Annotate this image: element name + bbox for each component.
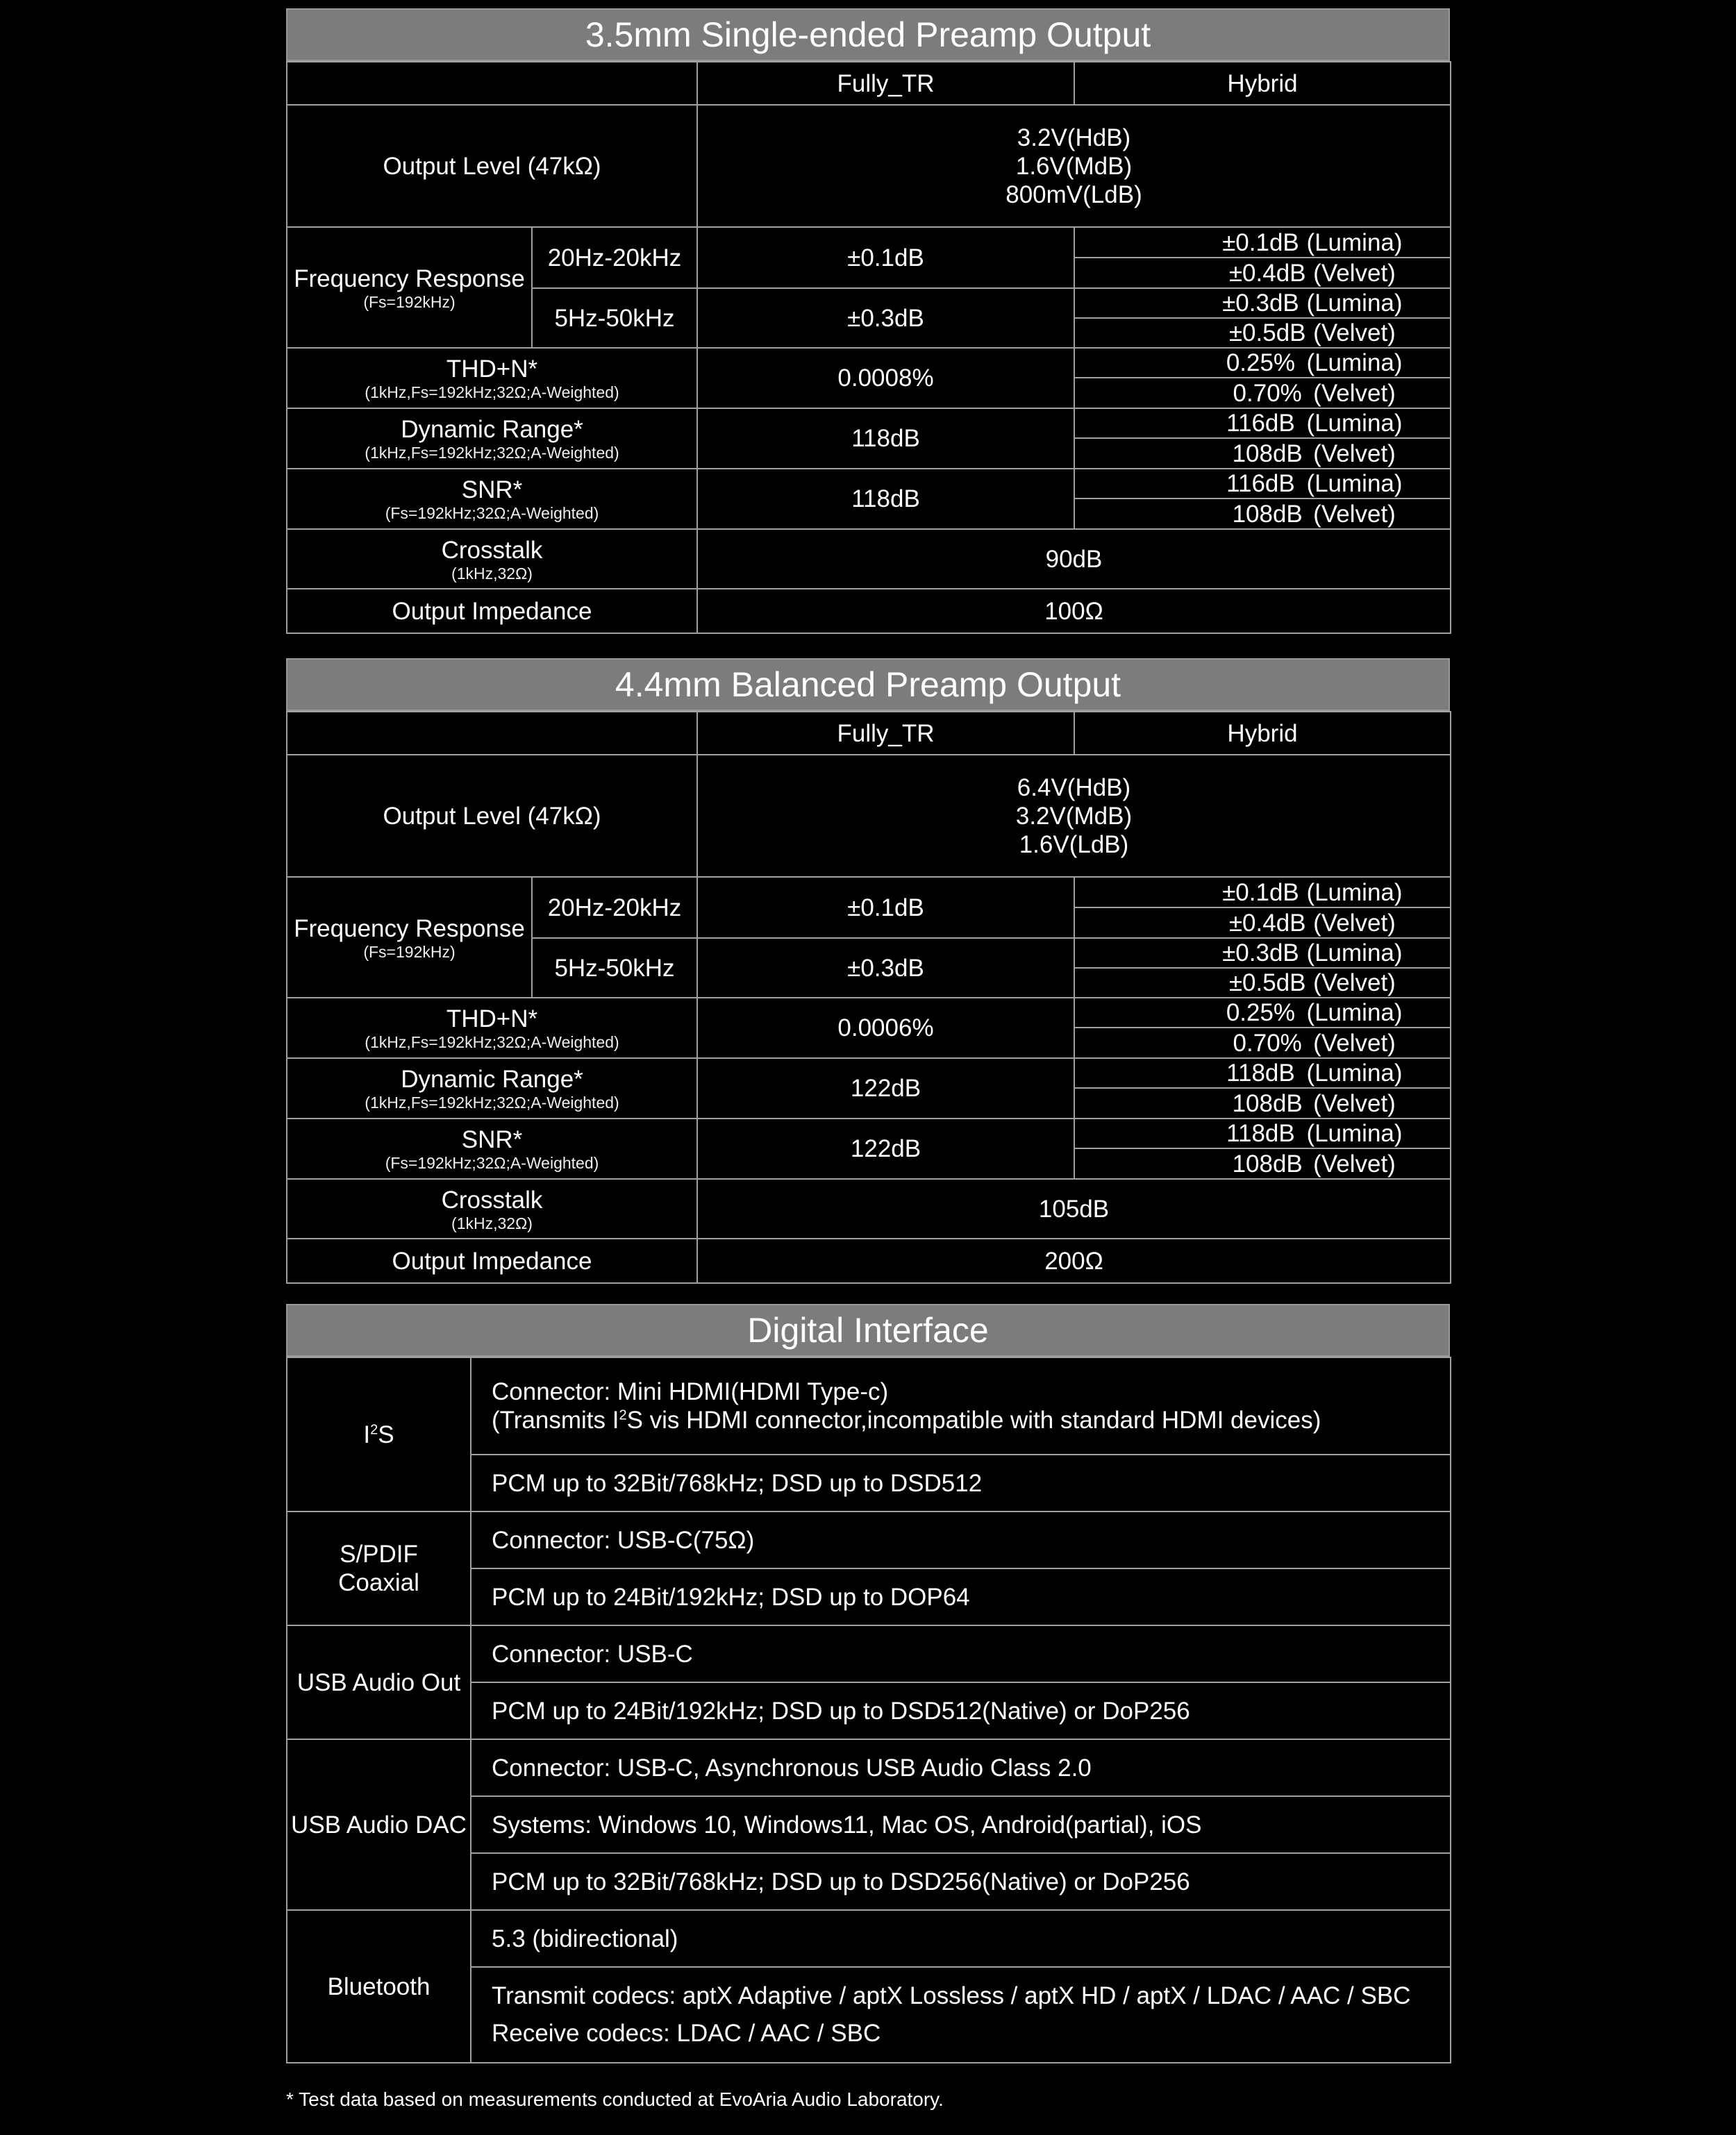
spdif-connector: Connector: USB-C(75Ω)	[471, 1512, 1451, 1568]
thd-sub: (1kHz,Fs=192kHz;32Ω;A-Weighted)	[365, 1033, 619, 1051]
section-title: 3.5mm Single-ended Preamp Output	[286, 8, 1450, 61]
snr-label: SNR*	[461, 1126, 523, 1153]
hybrid-mode: (Velvet)	[1313, 1029, 1396, 1057]
snr-sub: (Fs=192kHz;32Ω;A-Weighted)	[385, 1154, 599, 1172]
hybrid-value: ±0.3dB	[1222, 290, 1299, 317]
bluetooth-codecs	[471, 1967, 1451, 2063]
output-level-values	[697, 755, 1451, 877]
crosstalk-sub: (1kHz,32Ω)	[451, 1214, 533, 1232]
i2s-connector-text: Connector: Mini HDMI(HDMI Type-c)	[492, 1378, 889, 1405]
blank-cell	[287, 62, 697, 105]
fully-value: 118dB	[697, 469, 1074, 529]
hybrid-velvet	[1074, 318, 1451, 348]
col-header-hybrid: Hybrid	[1074, 62, 1451, 105]
crosstalk-row	[287, 1179, 1451, 1239]
bluetooth-receive: Receive codecs: LDAC / AAC / SBC	[492, 2020, 881, 2047]
output-level-high: 6.4V(HdB)	[1017, 773, 1131, 801]
fully-value: 0.0008%	[697, 348, 1074, 408]
hybrid-value: ±0.5dB	[1228, 969, 1306, 996]
hybrid-mode: (Lumina)	[1306, 999, 1403, 1026]
i2s-connector	[471, 1357, 1451, 1455]
hybrid-velvet	[1074, 1088, 1451, 1119]
hybrid-mode: (Velvet)	[1313, 500, 1396, 528]
thd-sub: (1kHz,Fs=192kHz;32Ω;A-Weighted)	[365, 383, 619, 401]
impedance-label: Output Impedance	[287, 589, 697, 633]
hybrid-velvet	[1074, 907, 1451, 938]
hybrid-value: 108dB	[1232, 1150, 1303, 1178]
hybrid-velvet	[1074, 1028, 1451, 1058]
output-level-high: 3.2V(HdB)	[1017, 124, 1131, 151]
usb-out-connector: Connector: USB-C	[471, 1625, 1451, 1682]
crosstalk-value: 90dB	[697, 529, 1451, 589]
hybrid-lumina	[1074, 998, 1451, 1028]
hybrid-value: ±0.1dB	[1222, 878, 1299, 906]
hybrid-mode: (Lumina)	[1306, 410, 1403, 437]
dr-row-a	[287, 1058, 1451, 1088]
hybrid-lumina	[1074, 938, 1451, 968]
spdif-row-a	[287, 1512, 1451, 1568]
fully-value: 122dB	[697, 1058, 1074, 1119]
crosstalk-label: Crosstalk	[441, 1186, 543, 1214]
row-label	[287, 998, 697, 1058]
dr-sub: (1kHz,Fs=192kHz;32Ω;A-Weighted)	[365, 444, 619, 462]
section-title: Digital Interface	[286, 1304, 1450, 1357]
output-level-mid: 3.2V(MdB)	[1015, 802, 1133, 830]
usb-dac-label: USB Audio DAC	[287, 1739, 471, 1910]
hybrid-mode: (Lumina)	[1306, 349, 1403, 376]
row-label	[287, 348, 697, 408]
impedance-label: Output Impedance	[287, 1239, 697, 1283]
usb-out-label: USB Audio Out	[287, 1625, 471, 1739]
freq-sub: (Fs=192kHz)	[363, 292, 456, 311]
col-header-hybrid: Hybrid	[1074, 712, 1451, 755]
bluetooth-transmit: Transmit codecs: aptX Adaptive / aptX Lossless / aptX HD / aptX / LDAC / AAC / SBC	[492, 1982, 1411, 2009]
thd-label: THD+N*	[446, 1005, 538, 1032]
hybrid-value: 108dB	[1232, 500, 1303, 528]
hybrid-mode: (Velvet)	[1313, 969, 1396, 996]
row-label	[287, 469, 697, 529]
hybrid-velvet	[1074, 499, 1451, 529]
header-row	[287, 712, 1451, 755]
hybrid-mode: (Velvet)	[1313, 1150, 1396, 1178]
impedance-row	[287, 1239, 1451, 1283]
bluetooth-label: Bluetooth	[287, 1910, 471, 2063]
section-title: 4.4mm Balanced Preamp Output	[286, 658, 1450, 711]
freq-range: 5Hz-50kHz	[532, 938, 697, 998]
row-label: Output Level (47kΩ)	[287, 105, 697, 227]
output-level-low: 1.6V(LdB)	[1019, 830, 1129, 858]
freq-range: 20Hz-20kHz	[532, 227, 697, 288]
hybrid-mode: (Velvet)	[1313, 379, 1396, 407]
hybrid-velvet	[1074, 968, 1451, 998]
hybrid-value: 108dB	[1232, 439, 1303, 467]
hybrid-mode: (Lumina)	[1306, 290, 1403, 317]
row-label	[287, 1179, 697, 1239]
hybrid-lumina	[1074, 288, 1451, 318]
i2s-row-a	[287, 1357, 1451, 1455]
hybrid-lumina	[1074, 1119, 1451, 1148]
bluetooth-row-a	[287, 1910, 1451, 1967]
hybrid-mode: (Lumina)	[1306, 878, 1403, 906]
crosstalk-row	[287, 529, 1451, 589]
freq-row-1a	[287, 227, 1451, 258]
output-level-values	[697, 105, 1451, 227]
hybrid-mode: (Lumina)	[1306, 470, 1403, 497]
fully-value: 118dB	[697, 408, 1074, 469]
hybrid-mode: (Lumina)	[1306, 1120, 1403, 1147]
hybrid-lumina	[1074, 227, 1451, 258]
usb-dac-systems: Systems: Windows 10, Windows11, Mac OS, Android(partial), iOS	[471, 1796, 1451, 1853]
thd-label: THD+N*	[446, 355, 538, 383]
snr-label: SNR*	[461, 476, 523, 503]
fully-value: ±0.1dB	[697, 227, 1074, 288]
hybrid-value: 0.70%	[1233, 1029, 1302, 1057]
i2s-note: (Transmits $I^2S$ vis HDMI connector,incompatible with standard HDMI devices)	[492, 1407, 1321, 1434]
freq-range: 5Hz-50kHz	[532, 288, 697, 348]
bluetooth-version: 5.3 (bidirectional)	[471, 1910, 1451, 1967]
usb-dac-pcm: PCM up to 32Bit/768kHz; DSD up to DSD256(Native) or DoP256	[471, 1853, 1451, 1910]
output-level-low: 800mV(LdB)	[1005, 181, 1142, 208]
hybrid-value: 116dB	[1226, 470, 1295, 497]
hybrid-velvet	[1074, 258, 1451, 288]
freq-range: 20Hz-20kHz	[532, 877, 697, 938]
hybrid-value: ±0.1dB	[1222, 228, 1299, 256]
col-header-fully: Fully_TR	[697, 62, 1074, 105]
dr-row-a	[287, 408, 1451, 438]
impedance-value: 200Ω	[697, 1239, 1451, 1283]
crosstalk-sub: (1kHz,32Ω)	[451, 564, 533, 583]
bal-spec-table	[286, 711, 1451, 1284]
footnote: * Test data based on measurements conducted at EvoAria Audio Laboratory.	[286, 2088, 944, 2110]
spdif-pcm: PCM up to 24Bit/192kHz; DSD up to DOP64	[471, 1568, 1451, 1625]
row-label	[287, 877, 532, 998]
thd-row-a	[287, 348, 1451, 378]
thd-row-a	[287, 998, 1451, 1028]
hybrid-value: ±0.4dB	[1228, 909, 1306, 937]
hybrid-mode: (Velvet)	[1313, 319, 1396, 346]
fully-value: ±0.3dB	[697, 938, 1074, 998]
hybrid-value: 118dB	[1226, 1060, 1295, 1087]
freq-label: Frequency Response	[294, 914, 525, 942]
hybrid-value: 108dB	[1232, 1089, 1303, 1117]
hybrid-mode: (Lumina)	[1306, 1060, 1403, 1087]
fully-value: ±0.3dB	[697, 288, 1074, 348]
row-label	[287, 1058, 697, 1119]
hybrid-value: 118dB	[1226, 1120, 1295, 1147]
digital-table	[286, 1357, 1451, 2063]
output-level-row	[287, 755, 1451, 877]
fully-value: 0.0006%	[697, 998, 1074, 1058]
crosstalk-value: 105dB	[697, 1179, 1451, 1239]
hybrid-mode: (Lumina)	[1306, 939, 1403, 966]
hybrid-mode: (Velvet)	[1313, 439, 1396, 467]
usb-out-row-a	[287, 1625, 1451, 1682]
row-label	[287, 408, 697, 469]
output-level-mid: 1.6V(MdB)	[1015, 152, 1133, 180]
dr-label: Dynamic Range*	[401, 416, 583, 443]
freq-label: Frequency Response	[294, 265, 525, 292]
row-label	[287, 227, 532, 348]
row-label	[287, 1119, 697, 1179]
row-label: Output Level (47kΩ)	[287, 755, 697, 877]
hybrid-lumina	[1074, 469, 1451, 499]
crosstalk-label: Crosstalk	[441, 536, 543, 564]
hybrid-lumina	[1074, 1058, 1451, 1088]
snr-sub: (Fs=192kHz;32Ω;A-Weighted)	[385, 504, 599, 522]
snr-row-a	[287, 469, 1451, 499]
usb-out-pcm: PCM up to 24Bit/192kHz; DSD up to DSD512(Native) or DoP256	[471, 1682, 1451, 1739]
hybrid-velvet	[1074, 378, 1451, 408]
hybrid-mode: (Velvet)	[1313, 259, 1396, 287]
hybrid-value: ±0.4dB	[1228, 259, 1306, 287]
hybrid-mode: (Lumina)	[1306, 228, 1403, 256]
hybrid-mode: (Velvet)	[1313, 1089, 1396, 1117]
output-level-row	[287, 105, 1451, 227]
freq-sub: (Fs=192kHz)	[363, 942, 456, 961]
snr-row-a	[287, 1119, 1451, 1148]
freq-row-1a	[287, 877, 1451, 907]
dr-label: Dynamic Range*	[401, 1066, 583, 1093]
hybrid-value: 0.70%	[1233, 379, 1302, 407]
i2s-pcm: PCM up to 32Bit/768kHz; DSD up to DSD512	[471, 1455, 1451, 1512]
hybrid-value: ±0.3dB	[1222, 939, 1299, 966]
hybrid-velvet	[1074, 1148, 1451, 1179]
usb-dac-row-a	[287, 1739, 1451, 1796]
hybrid-value: ±0.5dB	[1228, 319, 1306, 346]
hybrid-velvet	[1074, 438, 1451, 469]
col-header-fully: Fully_TR	[697, 712, 1074, 755]
row-label	[287, 529, 697, 589]
hybrid-value: 116dB	[1226, 410, 1295, 437]
i2s-label: $I^2S$	[287, 1357, 471, 1512]
fully-value: 122dB	[697, 1119, 1074, 1179]
fully-value: ±0.1dB	[697, 877, 1074, 938]
impedance-value: 100Ω	[697, 589, 1451, 633]
header-row	[287, 62, 1451, 105]
spdif-label: S/PDIF Coaxial	[287, 1512, 471, 1625]
hybrid-value: 0.25%	[1226, 999, 1296, 1026]
blank-cell	[287, 712, 697, 755]
impedance-row	[287, 589, 1451, 633]
hybrid-value: 0.25%	[1226, 349, 1296, 376]
hybrid-mode: (Velvet)	[1313, 909, 1396, 937]
hybrid-lumina	[1074, 877, 1451, 907]
hybrid-lumina	[1074, 348, 1451, 378]
usb-dac-connector: Connector: USB-C, Asynchronous USB Audio Class 2.0	[471, 1739, 1451, 1796]
hybrid-lumina	[1074, 408, 1451, 438]
se-spec-table	[286, 61, 1451, 634]
dr-sub: (1kHz,Fs=192kHz;32Ω;A-Weighted)	[365, 1094, 619, 1112]
